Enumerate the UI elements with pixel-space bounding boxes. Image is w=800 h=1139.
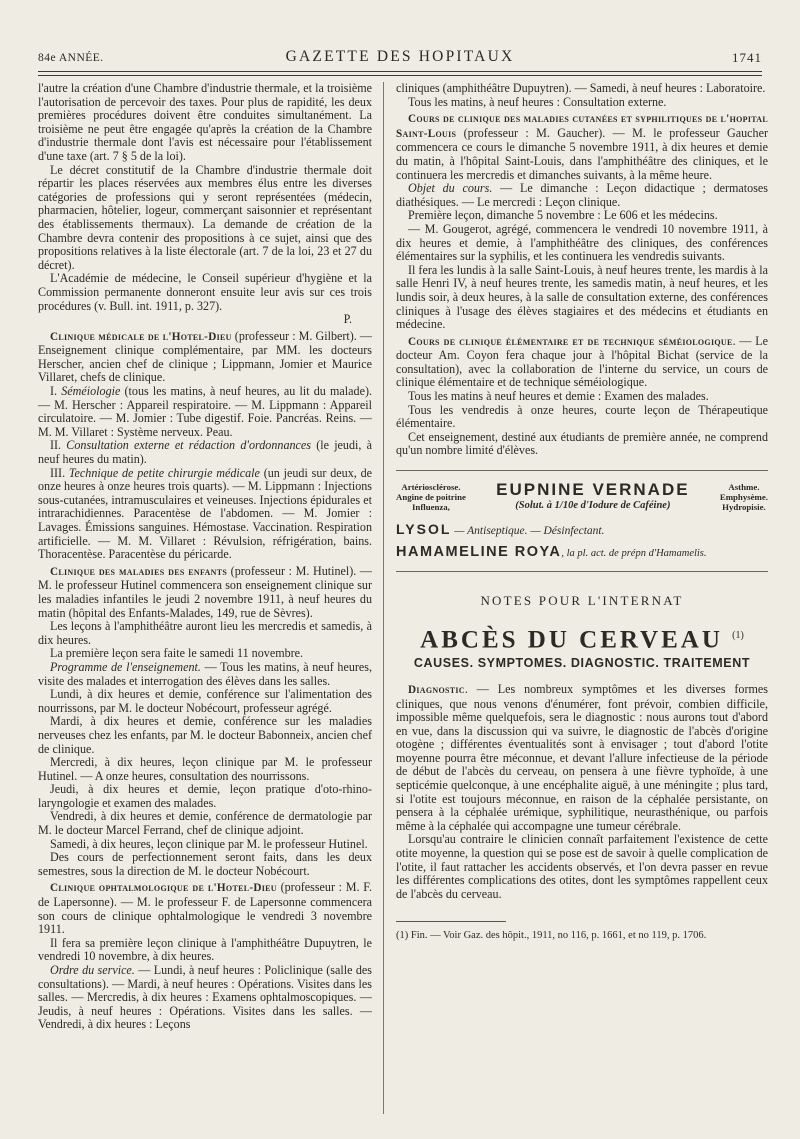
column-divider <box>383 82 384 1114</box>
paragraph-text: (un jeudi sur deux, de onze heures à onze heures trois quarts). — M. Lippmann : Injections sous-cutanées, intramusculaires et veineuses. Injections épidurales et intrarachidiennes. Paracentèse de l'abdomen. — M. Jomier : Lavages. Émissions sanguines. Hémostase. Vaccination. Respiration artificielle. — M. M. Villaret : Révulsion, réfrigération, bains. Thoracentèse. Paracentèse du péricarde. <box>38 465 372 562</box>
left-column <box>38 82 372 1032</box>
paragraph-text: Vendredi, à dix heures et demie, conférence de dermatologie par M. le docteur Marcel Ferrand, chef de clinique adjoint. <box>38 809 372 838</box>
header-rule-thick <box>38 71 762 72</box>
page-header <box>38 44 762 68</box>
paragraph-heading: Clinique des maladies des enfants <box>50 565 228 578</box>
paragraph-heading: Cours de clinique élémentaire et de technique séméiologique <box>408 335 733 348</box>
paragraph <box>38 82 372 164</box>
article-title-footnote-ref: (1) <box>732 630 744 642</box>
paragraph-italic-lead: Séméiologie <box>61 384 121 399</box>
paragraph <box>38 964 372 1032</box>
paragraph-heading: Clinique médicale de l'Hotel-Dieu <box>50 330 232 343</box>
ad-line: Artériosclérose. <box>401 481 461 492</box>
paragraph <box>38 810 372 837</box>
paragraph-text: L'Académie de médecine, le Conseil supérieur d'hygiène et la Commission permanente donneront ensuite leur avis sur ces trois procédures (v. Bull. int. 1911, p. 327). <box>38 271 372 313</box>
paragraph-italic-lead: Ordre du service. <box>50 963 135 977</box>
article-title <box>396 626 768 654</box>
paragraph <box>38 565 372 620</box>
paragraph <box>38 647 372 661</box>
paragraph-number: II. <box>50 438 67 453</box>
article-text: . — Les nombreux symptômes et les diverses formes cliniques, que nous venons d'énumérer, font prévoir, combien difficile, impossible même quelquefois, sera le diagnostic : nous aurons tout d'abord en vue, dans la discussion qui va suivre, le diagnostic de l'abcès d'origine otogène ; différentes éventualités sont à envisager ; tout d'abord l'otite moyenne pourra être méconnue, et devant l'allure infectieuse de la période de début de l'abcès du cerveau, on pensera à une fièvre typhoïde, à une septicémie quelconque, à une encéphalite aiguë, à une méningite ; plus tard, si l'otite est toujours méconnue, en raison de la céphalée persistante, on pensera à la céphalée urémique, syphilitique, neurasthénique, ou parfois même à la céphalée qui accompagne une tumeur cérébrale. <box>396 681 768 833</box>
paragraph-text: Tous les matins à neuf heures et demie : Examen des malades. <box>408 389 709 404</box>
ad-eupnine-center <box>496 481 689 513</box>
paragraph-text: Des cours de perfectionnement seront faits, dans les deux semestres, sous la direction de M. le docteur Nobécourt. <box>38 850 372 878</box>
paragraph <box>396 390 768 404</box>
paragraph-text: Il fera les lundis à la salle Saint-Louis, à neuf heures trente, les mardis à la salle Henri IV, à neuf heures trente, les samedis matin, à neuf heures, et les lundis soir, à deux heures, à la salle de consultation externe, des conférences cliniques à l'usage des élèves stagiaires et des médecins et étudiants en médecine. <box>396 262 768 332</box>
ad-hamameline-brand: HAMAMELINE ROYA <box>396 544 562 561</box>
advertisement-block <box>396 470 768 572</box>
article-lead: Diagnostic <box>408 683 465 696</box>
paragraph-text: (professeur : M. Gaucher). — M. le professeur Gaucher commencera ce cours le dimanche 5 novembre 1911, à dix heures et demie du matin, à l'hôpital Saint-Louis, dans l'amphithéâtre des cliniques, et le continuera les mercredis et dimanches suivants, à la même heure. <box>396 125 768 182</box>
paragraph-italic-lead: Programme de l'enseignement. <box>50 659 201 674</box>
paragraph-text: . — Le docteur Am. Coyon fera chaque jour à l'hôpital Bichat (service de la consultation), avec la collaboration de l'interne du service, un cours de clinique élémentaire et de technique séméiologique. <box>396 333 768 390</box>
ad-hamameline <box>396 542 768 572</box>
paragraph-text: (professeur : M. Gilbert). — Enseignement clinique complémentaire, par MM. les docteurs Herscher, ancien chef de clinique ; Lippmann, Jomier et Maurice Villaret, chefs de clinique. <box>38 328 372 385</box>
paragraph-text: Tous les matins, à neuf heures : Consultation externe. <box>408 94 667 109</box>
paragraph-text: Le décret constitutif de la Chambre d'industrie thermale doit répartir les places réservées aux membres élus entre les diverses catégories de professions qui y seront représentées (médecin, pharmacien, hôtelier, logeur, commerçant saisonnier et représentant des établissements thermaux). La demande de création de la Chambre devra contenir des propositions à ce sujet, ainsi que des propositions relatives à la liste électorale (art. 7 de la loi, 23 et 27 du décret). <box>38 162 372 272</box>
article-paragraph <box>396 683 768 834</box>
paragraph <box>396 223 768 264</box>
paragraph-text: Lundi, à dix heures et demie, conférence sur l'alimentation des nourrissons, par M. le docteur Nobécourt, professeur agrégé. <box>38 687 372 715</box>
ad-line: Asthme. <box>728 481 760 492</box>
paragraph-number: I. <box>50 384 62 399</box>
paragraph <box>38 937 372 964</box>
paragraph-text: Samedi, à dix heures, leçon clinique par M. le professeur Hutinel. <box>50 836 368 851</box>
footnote-rule <box>396 921 506 922</box>
article-title-text: ABCÈS DU CERVEAU <box>420 626 723 654</box>
paragraph <box>38 330 372 385</box>
paragraph <box>38 838 372 852</box>
ad-eupnine-indications-left <box>396 482 466 512</box>
ad-line: Influenza, <box>412 501 450 512</box>
paragraph <box>38 272 372 313</box>
paragraph <box>396 431 768 458</box>
paragraph <box>396 112 768 182</box>
signature: P. <box>343 312 352 327</box>
paragraph-italic-lead: Consultation externe et rédaction d'ordonnances <box>66 438 311 453</box>
paragraph-text: — Le dimanche : Leçon didactique ; dermatoses diathésiques. — Le mercredi : Leçon clinique. <box>396 181 768 209</box>
paragraph-text: Les leçons à l'amphithéâtre auront lieu les mercredis et samedis, à dix heures. <box>38 619 372 647</box>
ad-line: Angine de poitrine <box>396 491 466 502</box>
ad-lysol-text: — Antiseptique. — Désinfectant. <box>451 524 605 537</box>
paragraph-text: Mercredi, à dix heures, leçon clinique par M. le professeur Hutinel. — A onze heures, consultation des nourrissons. <box>38 755 372 783</box>
paragraph <box>38 715 372 756</box>
paragraph <box>38 467 372 562</box>
ad-eupnine-sub: (Solut. à 1/10e d'Iodure de Caféine) <box>515 500 671 512</box>
paragraph <box>396 209 768 223</box>
paragraph <box>38 851 372 878</box>
paragraph <box>396 182 768 209</box>
ad-lysol-brand: LYSOL <box>396 520 452 537</box>
right-column <box>396 82 768 943</box>
paragraph-text: cliniques (amphithéâtre Dupuytren). — Samedi, à neuf heures : Laboratoire. <box>396 81 766 95</box>
paragraph-text: l'autre la création d'une Chambre d'industrie thermale, et la troisième l'autorisation de percevoir des taxes. Pour plus de rapidité, les deux premières procédures doivent être conduites simultanément. La troisième ne peut être engagée qu'après la création de la Chambre d'industrie thermale dont l'avis est nécessaire pour l'établissement d'une taxe (art. 7 § 5 de la loi). <box>38 81 372 163</box>
section-heading: NOTES POUR L'INTERNAT <box>480 592 684 608</box>
paragraph-text: — Lundi, à neuf heures : Policlinique (salle des consultations). — Mardi, à neuf heures : Opérations. Visites dans les salles. — Mercredis, à dix heures : Examens ophtalmoscopiques. — Jeudis, à neuf heures : Opérations. Visites dans les salles. — Vendredi, à dix heures : Leçons <box>38 963 372 1032</box>
paragraph-text: — M. Gougerot, agrégé, commencera le vendredi 10 novembre 1911, à dix heures et demie, à l'amphithéâtre des cliniques, des conférences élémentaires sur la syphilis, et les continuera les vendredis suivants. <box>396 221 768 264</box>
issue-year: 84e ANNÉE. <box>38 52 104 64</box>
paragraph <box>396 404 768 431</box>
paragraph-text: (professeur : M. F. de Lapersonne). — M. le professeur F. de Lapersonne commencera son cours de clinique ophtalmologique le vendredi 3 novembre 1911. <box>38 880 372 937</box>
paragraph-text: Jeudi, à dix heures et demie, leçon pratique d'oto-rhino-laryngologie et examen des malades. <box>38 782 372 810</box>
paragraph <box>38 756 372 783</box>
paragraph-number: III. <box>50 465 69 480</box>
ad-line: Emphysème. <box>719 491 768 502</box>
ad-eupnine-brand: EUPNINE VERNADE <box>496 480 690 500</box>
ad-line: Hydropisie. <box>722 501 766 512</box>
paragraph <box>38 385 372 439</box>
paragraph <box>38 881 372 936</box>
paragraph <box>396 264 768 332</box>
footnote: (1) Fin. — Voir Gaz. des hôpit., 1911, no 116, p. 1661, et no 119, p. 1706. <box>396 930 707 942</box>
paragraph <box>396 335 768 390</box>
paragraph-text: La première leçon sera faite le samedi 11 novembre. <box>50 646 304 661</box>
paragraph-italic-lead: Technique de petite chirurgie médicale <box>68 465 260 480</box>
paragraph-text: (tous les matins, à neuf heures, au lit du malade). — M. Herscher : Appareil respiratoire. — M. Lippmann : Appareil circulatoire. — M. Jomier : Tube digestif. Foie. Pancréas. Reins. — M. M. Villaret : Système nerveux. Peau. <box>38 384 372 439</box>
paragraph-text: Tous les vendredis à onze heures, courte leçon de Thérapeutique élémentaire. <box>396 402 768 431</box>
paragraph-text: Mardi, à dix heures et demie, conférence sur les maladies nerveuses chez les enfants, par M. le docteur Babonneix, ancien chef de clinique. <box>38 714 372 756</box>
paragraph <box>38 688 372 715</box>
paragraph-text: Première leçon, dimanche 5 novembre : Le 606 et les médecins. <box>408 208 718 223</box>
paragraph <box>38 439 372 466</box>
paragraph-text: (professeur : M. Hutinel). — M. le professeur Hutinel commencera son enseignement clinique sur les maladies infantiles le jeudi 2 novembre 1911, à neuf heures du matin (hôpital des Enfants-Malades, 149, rue de Sèvres). <box>38 563 372 620</box>
paragraph <box>38 661 372 688</box>
ad-eupnine <box>396 471 768 519</box>
paragraph-text: Cet enseignement, destiné aux étudiants de première année, ne comprend qu'un nombre limité d'élèves. <box>396 429 768 458</box>
ad-hamameline-text: , la pl. act. de prépn d'Hamamelis. <box>561 548 707 560</box>
paragraph-heading: Cours de clinique des maladies cutanées et syphilitiques de l'hopital Saint-Louis <box>396 113 768 140</box>
article-subtitle: CAUSES. SYMPTOMES. DIAGNOSTIC. TRAITEMENT <box>413 656 751 671</box>
paragraph-text: (le jeudi, à neuf heures du matin). <box>38 438 372 467</box>
page-number: 1741 <box>732 50 762 65</box>
right-column-text <box>396 82 768 458</box>
article-paragraph: Lorsqu'au contraire le clinicien connaît parfaitement l'existence de cette otite moyenne, la question qui se pose est de savoir à quelle complication de l'otite, il faut rattacher les accidents observés, et l'on devra passer en revue les différentes complications des otites, dont les symptômes rappellent ceux de l'abcès du cerveau. <box>396 832 768 901</box>
ad-lysol <box>396 519 768 543</box>
paragraph-text: Il fera sa première leçon clinique à l'amphithéâtre Dupuytren, le vendredi 10 novembre, à dix heures. <box>38 935 372 964</box>
paragraph <box>38 620 372 647</box>
paragraph <box>396 82 768 96</box>
journal-title: GAZETTE DES HOPITAUX <box>285 48 515 65</box>
header-rule-thin <box>38 75 762 76</box>
paragraph <box>38 164 372 273</box>
paragraph <box>38 783 372 810</box>
paragraph-heading: Clinique ophtalmologique de l'Hotel-Dieu <box>50 882 277 895</box>
paragraph-italic-lead: Objet du cours. <box>408 181 493 196</box>
paragraph-text: — Tous les matins, à neuf heures, visite des malades et interrogation des élèves dans les salles. <box>38 659 373 688</box>
ad-eupnine-indications-right <box>720 482 768 512</box>
paragraph <box>396 96 768 110</box>
